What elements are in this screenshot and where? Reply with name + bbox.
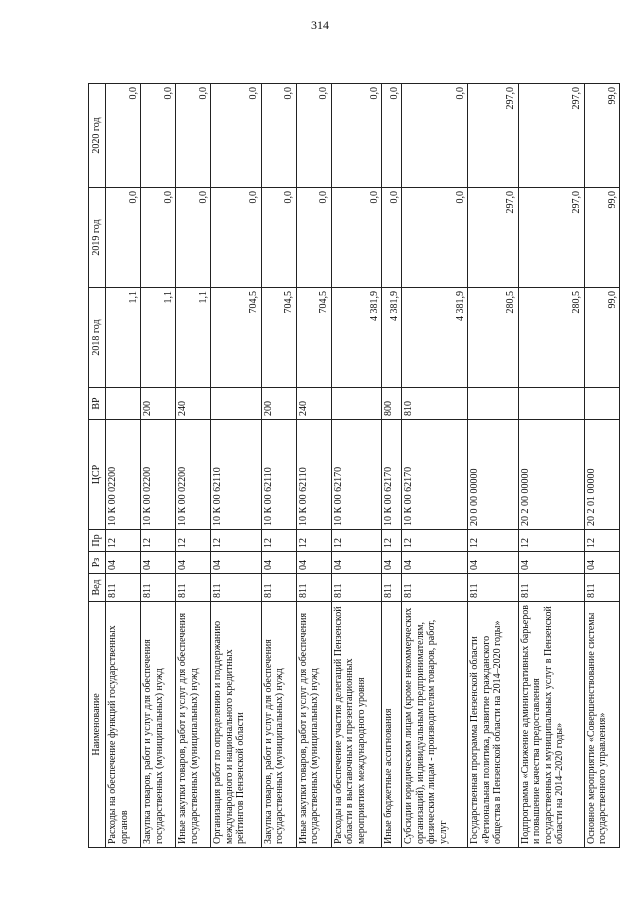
header-csr: ЦСР [89,420,106,530]
value-2020-cell: 0,0 [176,84,211,188]
ved-cell: 811 [296,574,331,602]
value-2020-cell: 0,0 [296,84,331,188]
value-2019-cell: 0,0 [176,188,211,288]
name-cell: Иные закупки товаров, работ и услуг для обеспечения государственных (муниципальных) нужд [296,602,331,848]
csr-cell: 10 К 00 62110 [211,420,262,530]
pr-cell: 12 [296,530,331,552]
ved-cell: 811 [331,574,382,602]
ved-cell: 811 [382,574,402,602]
rz-cell: 04 [176,552,211,574]
ved-cell: 811 [141,574,176,602]
csr-cell: 10 К 00 02200 [176,420,211,530]
header-vr: ВР [89,388,106,420]
value-2019-cell: 99,0 [584,188,619,288]
pr-cell: 12 [141,530,176,552]
csr-cell: 20 2 01 00000 [584,420,619,530]
value-2019-cell: 0,0 [402,188,468,288]
value-2020-cell: 0,0 [211,84,262,188]
ved-cell: 811 [518,574,584,602]
header-pr: Пр [89,530,106,552]
header-2019: 2019 год [89,188,106,288]
csr-cell: 10 К 00 62170 [382,420,402,530]
vr-cell: 240 [176,388,211,420]
vr-cell: 800 [382,388,402,420]
value-2019-cell: 0,0 [261,188,296,288]
header-2018: 2018 год [89,288,106,388]
value-2018-cell: 280,5 [468,288,519,388]
csr-cell: 20 0 00 00000 [468,420,519,530]
value-2020-cell: 0,0 [141,84,176,188]
value-2019-cell: 0,0 [382,188,402,288]
vr-cell: 810 [402,388,468,420]
name-cell: Субсидии юридическим лицам (кроме некоммерческих организаций), индивидуальным предпринимателям, физическим лицам - производителям товаров, работ, услуг [402,602,468,848]
csr-cell: 10 К 00 02200 [141,420,176,530]
value-2018-cell: 1,1 [141,288,176,388]
pr-cell: 12 [261,530,296,552]
vr-cell [468,388,519,420]
vr-cell: 200 [141,388,176,420]
csr-cell: 10 К 00 62110 [261,420,296,530]
value-2018-cell: 4 381,9 [331,288,382,388]
name-cell: Организация работ по определению и поддержанию международного и национального кредитных рейтингов Пензенской области [211,602,262,848]
table-row [382,84,402,848]
value-2018-cell: 280,5 [518,288,584,388]
csr-cell: 10 К 00 62110 [296,420,331,530]
value-2020-cell: 297,0 [518,84,584,188]
name-cell: Подпрограмма «Снижение административных барьеров и повышение качества предоставления государственных и муниципальных услуг в Пензенской области на 2014–2020 годы» [518,602,584,848]
header-name: Наименование [89,602,106,848]
rz-cell: 04 [296,552,331,574]
rz-cell: 04 [106,552,141,574]
table-row [402,84,468,848]
name-cell: Иные закупки товаров, работ и услуг для обеспечения государственных (муниципальных) нужд [176,602,211,848]
value-2019-cell: 0,0 [331,188,382,288]
table-row [176,84,211,848]
value-2020-cell: 0,0 [331,84,382,188]
rz-cell: 04 [211,552,262,574]
csr-cell: 10 К 00 62170 [402,420,468,530]
value-2018-cell: 704,5 [261,288,296,388]
csr-cell: 10 К 00 02200 [106,420,141,530]
value-2020-cell: 0,0 [382,84,402,188]
table-row [296,84,331,848]
value-2018-cell: 704,5 [211,288,262,388]
budget-table [88,83,620,848]
value-2020-cell: 0,0 [261,84,296,188]
rz-cell: 04 [261,552,296,574]
vr-cell: 240 [296,388,331,420]
value-2019-cell: 0,0 [296,188,331,288]
table-row [584,84,619,848]
vr-cell [331,388,382,420]
table-row [518,84,584,848]
value-2018-cell: 1,1 [106,288,141,388]
rz-cell: 04 [584,552,619,574]
pr-cell: 12 [106,530,141,552]
value-2019-cell: 297,0 [468,188,519,288]
value-2018-cell: 99,0 [584,288,619,388]
vr-cell [584,388,619,420]
vr-cell: 200 [261,388,296,420]
header-2020: 2020 год [89,84,106,188]
value-2018-cell: 704,5 [296,288,331,388]
value-2020-cell: 297,0 [468,84,519,188]
value-2019-cell: 0,0 [141,188,176,288]
rz-cell: 04 [402,552,468,574]
pr-cell: 12 [176,530,211,552]
table-row [106,84,141,848]
pr-cell: 12 [518,530,584,552]
name-cell: Закупка товаров, работ и услуг для обеспечения государственных (муниципальных) нужд [261,602,296,848]
ved-cell: 811 [261,574,296,602]
ved-cell: 811 [468,574,519,602]
page-number: 314 [311,18,329,32]
csr-cell: 10 К 00 62170 [331,420,382,530]
value-2019-cell: 0,0 [211,188,262,288]
ved-cell: 811 [584,574,619,602]
csr-cell: 20 2 00 00000 [518,420,584,530]
value-2020-cell: 99,0 [584,84,619,188]
rz-cell: 04 [331,552,382,574]
vr-cell [518,388,584,420]
table-row [211,84,262,848]
rz-cell: 04 [518,552,584,574]
rz-cell: 04 [382,552,402,574]
pr-cell: 12 [331,530,382,552]
name-cell: Иные бюджетные ассигнования [382,602,402,848]
ved-cell: 811 [176,574,211,602]
value-2019-cell: 0,0 [106,188,141,288]
name-cell: Основное мероприятие «Совершенствование системы государственного управления» [584,602,619,848]
name-cell: Государственная программа Пензенской области «Региональная политика, развитие гражданского общества в Пензенской области на 2014–2020 годы» [468,602,519,848]
pr-cell: 12 [211,530,262,552]
value-2020-cell: 0,0 [106,84,141,188]
name-cell: Расходы на обеспечение участия делегаций Пензенской области в выставочных и презентационных мероприятиях международного уровня [331,602,382,848]
ved-cell: 811 [106,574,141,602]
value-2020-cell: 0,0 [402,84,468,188]
pr-cell: 12 [402,530,468,552]
vr-cell [211,388,262,420]
rotated-table-container [88,84,620,848]
table-row [261,84,296,848]
table-row [468,84,519,848]
vr-cell [106,388,141,420]
rz-cell: 04 [141,552,176,574]
value-2018-cell: 4 381,9 [402,288,468,388]
name-cell: Расходы на обеспечение функций государственных органов [106,602,141,848]
value-2018-cell: 1,1 [176,288,211,388]
ved-cell: 811 [211,574,262,602]
pr-cell: 12 [468,530,519,552]
name-cell: Закупка товаров, работ и услуг для обеспечения государственных (муниципальных) нужд [141,602,176,848]
pr-cell: 12 [382,530,402,552]
table-row [331,84,382,848]
table-row [141,84,176,848]
table-body [106,84,620,848]
ved-cell: 811 [402,574,468,602]
rz-cell: 04 [468,552,519,574]
header-ved: Вед [89,574,106,602]
value-2019-cell: 297,0 [518,188,584,288]
pr-cell: 12 [584,530,619,552]
value-2018-cell: 4 381,9 [382,288,402,388]
header-rz: Рз [89,552,106,574]
table-header-row [89,84,106,848]
